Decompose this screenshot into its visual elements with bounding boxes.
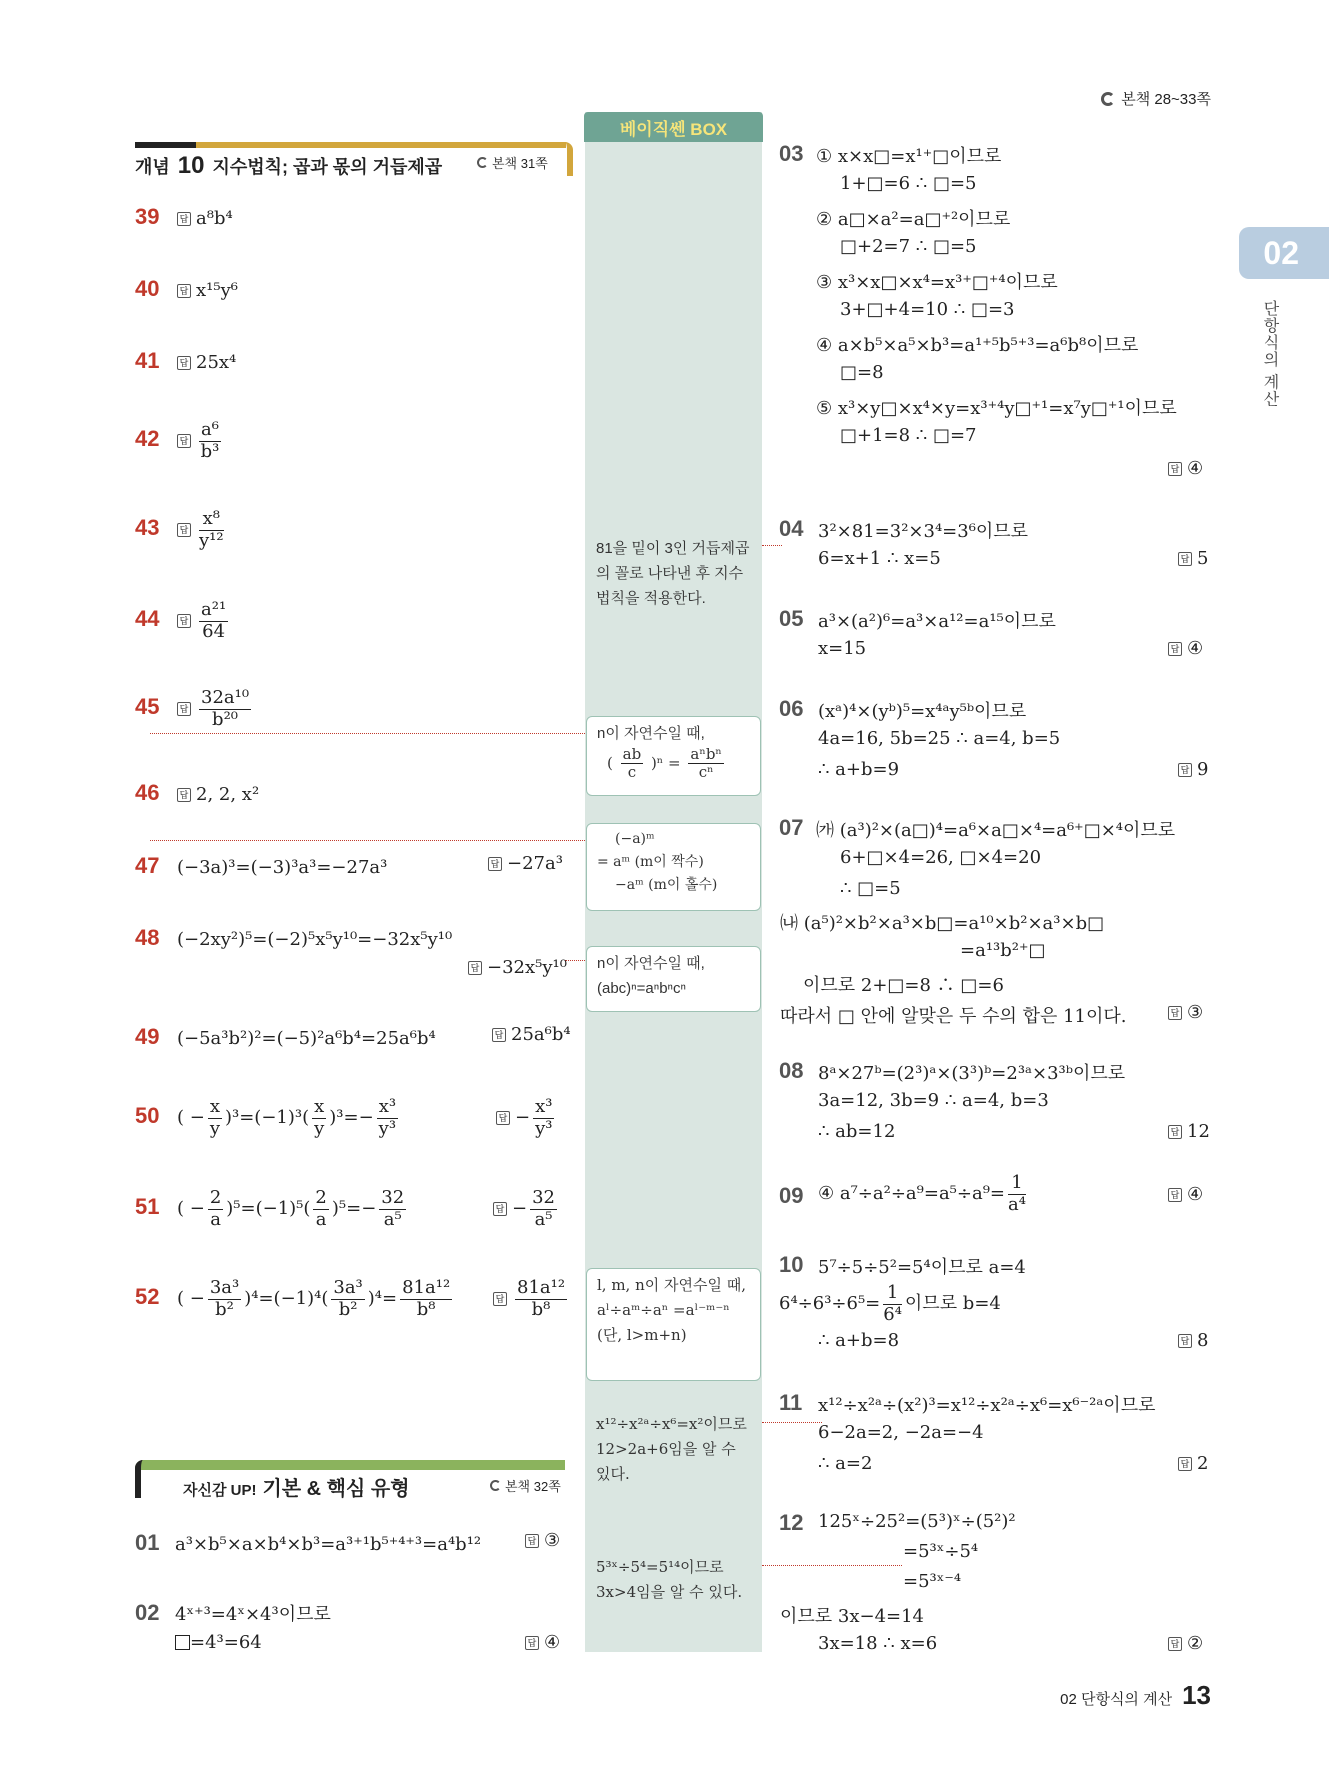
q-04-line: 3²×81=3²×3⁴=3⁶이므로	[818, 521, 1029, 542]
refresh-arrow-icon	[477, 157, 488, 168]
answer-icon: 답	[496, 1111, 510, 1125]
answer-icon: 답	[177, 356, 191, 370]
answer-42: 42 답 $\frac{\text{a⁶}}{\text{b³}}$	[135, 419, 220, 462]
section-header-curve	[555, 142, 573, 176]
up-header-bar	[135, 1460, 565, 1470]
answer-icon: 답	[1178, 763, 1192, 777]
mid-note-power-quotient	[586, 716, 761, 796]
answer-51-result: 답 − $\frac{32}{\text{a⁵}}$	[493, 1188, 560, 1230]
q-03-line: ④ a×b⁵×a⁵×b³=a¹⁺⁵b⁵⁺³=a⁶b⁸이므로	[816, 335, 1139, 356]
answer-43: 43 답 $\frac{\text{x⁸}}{\text{y¹²}}$	[135, 508, 224, 551]
answer-50-result: 답 − $\frac{\text{x³}}{\text{y³}}$	[496, 1097, 557, 1139]
q-07-line: =a¹³b²⁺□	[960, 940, 1046, 961]
page-number: 13	[1182, 1680, 1211, 1710]
section-number: 10	[177, 152, 205, 179]
mid-note-text: n이 자연수일 때,	[597, 725, 705, 742]
q-08-line: ∴ ab=12	[818, 1121, 896, 1142]
answer-52-result: 답 $\frac{\text{81a¹²}}{\text{b⁸}}$	[493, 1278, 570, 1320]
q-12-num: 12	[779, 1510, 804, 1535]
q-09-answer: 답 ④	[1168, 1184, 1203, 1205]
refresh-arrow-icon	[490, 1480, 501, 1491]
q-12-line: 125ˣ÷25²=(5³)ˣ÷(5²)²	[818, 1511, 1016, 1532]
section-label: 개념	[135, 157, 170, 177]
q-12-answer: 답 ②	[1168, 1633, 1203, 1654]
page-footer	[1060, 1680, 1211, 1711]
mid-note-12: 5³ˣ÷5⁴=5¹⁴이므로 3x>4임을 알 수 있다.	[596, 1558, 743, 1601]
section-title	[135, 152, 442, 180]
connector	[762, 1565, 902, 1566]
basic-box-title: 베이직쎈 BOX	[619, 120, 728, 139]
answer-39: 39 답 a⁸b⁴	[135, 204, 233, 229]
up-section-title	[183, 1472, 410, 1501]
section-ref: 본책 31쪽	[477, 153, 548, 172]
q-07-num: 07	[779, 815, 804, 840]
answer-icon: 답	[177, 614, 191, 628]
q-12-line: =5³ˣ÷5⁴	[903, 1541, 979, 1562]
answer-icon: 답	[488, 857, 502, 871]
q-11-answer: 답 2	[1178, 1453, 1208, 1474]
q-12-line: =5³ˣ⁻⁴	[903, 1571, 962, 1592]
answer-icon: 답	[1168, 1125, 1182, 1139]
q-07-line: ∴ □=5	[840, 878, 901, 899]
q-08-line: 8ᵃ×27ᵇ=(2³)ᵃ×(3³)ᵇ=2³ᵃ×3³ᵇ이므로	[818, 1063, 1126, 1084]
answer-icon: 답	[525, 1636, 539, 1650]
q-03-line: □+2=7 ∴ □=5	[840, 236, 977, 257]
up-ref: 본책 32쪽	[490, 1476, 561, 1495]
problem-02-answer: 답 ④	[525, 1632, 560, 1653]
answer-icon: 답	[492, 1028, 506, 1042]
connector	[762, 545, 782, 546]
q-06-answer: 답 9	[1178, 759, 1208, 780]
answer-52: 52 ( − $\frac{\text{3a³}}{\text{b²}}$ )⁴=(−1)⁴( $\frac{\text{3a³}}{\text{b²}}$ )⁴= $\frac{\text{81a¹²}}{\text{b⁸}}$	[135, 1277, 451, 1320]
answer-45: 45 답 $\frac{\text{32a¹⁰}}{\text{b²⁰}}$	[135, 687, 250, 730]
q-04-num: 04	[779, 516, 804, 541]
q-06-line: (xᵃ)⁴×(yᵇ)⁵=x⁴ᵃy⁵ᵇ이므로	[818, 701, 1027, 722]
q-03-line: 3+□+4=10 ∴ □=3	[840, 299, 1015, 320]
q-11-line: 6−2a=2, −2a=−4	[818, 1422, 984, 1443]
answer-47-result: 답 −27a³	[488, 853, 563, 874]
up-label: 자신감 UP!	[183, 1482, 257, 1499]
refresh-arrow-icon	[1101, 92, 1115, 106]
answer-icon: 답	[1178, 552, 1192, 566]
q-07-line: ㈎ (a³)²×(a□)⁴=a⁶×a□×⁴=a⁶⁺□×⁴이므로	[816, 820, 1176, 841]
problem-01: 01 a³×b⁵×a×b⁴×b³=a³⁺¹b⁵⁺⁴⁺³=a⁴b¹²	[135, 1530, 482, 1555]
q-03-answer: 답 ④	[1168, 458, 1203, 479]
answer-icon: 답	[177, 702, 191, 716]
answer-51: 51 ( − $\frac{2}{a}$ )⁵=(−1)⁵( $\frac{2}{a}$ )⁵=− $\frac{32}{\text{a⁵}}$	[135, 1187, 405, 1230]
q-06-line: ∴ a+b=9	[818, 759, 900, 780]
answer-icon: 답	[525, 1534, 539, 1548]
q-07-answer: 답 ③	[1168, 1002, 1203, 1023]
mid-formula: ( $\frac{ab}{c}$ )ⁿ = $\frac{\text{aⁿbⁿ}}{\text{cⁿ}}$	[607, 745, 722, 782]
answer-icon: 답	[493, 1202, 507, 1216]
answer-49: 49 (−5a³b²)²=(−5)²a⁶b⁴=25a⁶b⁴	[135, 1024, 436, 1049]
q-05-answer: 답 ④	[1168, 638, 1203, 659]
answer-icon: 답	[1178, 1334, 1192, 1348]
q-11-line: ∴ a=2	[818, 1453, 873, 1474]
problem-02-line2: =4³=64	[175, 1632, 262, 1653]
q-03-line: □+1=8 ∴ □=7	[840, 425, 977, 446]
q-11-line: x¹²÷x²ᵃ÷(x²)³=x¹²÷x²ᵃ÷x⁶=x⁶⁻²ᵃ이므로	[818, 1395, 1156, 1416]
answer-47: 47 (−3a)³=(−3)³a³=−27a³	[135, 853, 388, 878]
connector	[150, 840, 585, 841]
q-05-num: 05	[779, 606, 804, 631]
answer-icon: 답	[177, 284, 191, 298]
q-03-line: ② a□×a²=a□⁺²이므로	[816, 209, 1011, 230]
answer-icon: 답	[468, 961, 482, 975]
q-03-line: ① x×x□=x¹⁺□이므로	[816, 146, 1002, 167]
answer-icon: 답	[1168, 1188, 1182, 1202]
answer-icon: 답	[1178, 1457, 1192, 1471]
answer-icon: 답	[1168, 642, 1182, 656]
answer-icon: 답	[177, 788, 191, 802]
chapter-tab-number: 02	[1263, 235, 1299, 271]
q-03-line: 1+□=6 ∴ □=5	[840, 173, 977, 194]
up-header-corner	[135, 1460, 181, 1498]
q-07-line: 이므로 2+□=8 ∴ □=6	[803, 975, 1004, 996]
q-08-line: 3a=12, 3b=9 ∴ a=4, b=3	[818, 1090, 1049, 1111]
q-05-line: x=15	[818, 638, 867, 659]
answer-48-result: 답 −32x⁵y¹⁰	[468, 957, 567, 978]
q-08-num: 08	[779, 1058, 804, 1083]
mid-note-division-law: l, m, n이 자연수일 때, aˡ÷aᵐ÷aⁿ =aˡ⁻ᵐ⁻ⁿ (단, l>m+n)	[586, 1268, 761, 1381]
up-title-text: 기본 & 핵심 유형	[262, 1478, 410, 1500]
answer-icon: 답	[1168, 462, 1182, 476]
answer-46: 46 답 2, 2, x²	[135, 780, 260, 805]
answer-icon: 답	[1168, 1006, 1182, 1020]
blank-box	[175, 1635, 190, 1650]
q-03-line: □=8	[840, 362, 884, 383]
problem-02: 02 4ˣ⁺³=4ˣ×4³이므로	[135, 1600, 331, 1625]
q-10-answer: 답 8	[1178, 1330, 1208, 1351]
q-04-line: 6=x+1 ∴ x=5	[818, 548, 941, 569]
answer-40: 40 답 x¹⁵y⁶	[135, 276, 238, 301]
book-page-ref: 본책 28~33쪽	[1101, 88, 1211, 109]
answer-44: 44 답 $\frac{\text{a²¹}}{64}$	[135, 599, 227, 642]
footer-chapter: 02 단항식의 계산	[1060, 1691, 1173, 1708]
answer-41: 41 답 25x⁴	[135, 348, 237, 373]
answer-icon: 답	[1168, 1637, 1182, 1651]
q-05-line: a³×(a²)⁶=a³×a¹²=a¹⁵이므로	[818, 611, 1056, 632]
section-title-text: 지수법칙; 곱과 몫의 거듭제곱	[212, 157, 443, 177]
q-09-line: ④ a⁷÷a²÷a⁹=a⁵÷a⁹= $\frac{1}{\text{a⁴}}$	[818, 1172, 1026, 1215]
connector	[150, 733, 585, 734]
connector	[762, 1422, 822, 1423]
q-04-answer: 답 5	[1178, 548, 1208, 569]
connector	[565, 960, 585, 961]
answer-icon: 답	[493, 1292, 507, 1306]
q-07-line: 6+□×4=26, □×4=20	[840, 847, 1042, 868]
q-08-answer: 답 12	[1168, 1121, 1210, 1142]
q-07-line: ㈏ (a⁵)²×b²×a³×b□=a¹⁰×b²×a³×b□	[780, 913, 1105, 934]
q-06-num: 06	[779, 696, 804, 721]
q-03-line: ③ x³×x□×x⁴=x³⁺□⁺⁴이므로	[816, 272, 1058, 293]
q-12-line: 이므로 3x−4=14	[780, 1606, 925, 1627]
answer-icon: 답	[177, 523, 191, 537]
q-10-line: 5⁷÷5÷5²=5⁴이므로 a=4	[818, 1257, 1026, 1278]
answer-48: 48 (−2xy²)⁵=(−2)⁵x⁵y¹⁰=−32x⁵y¹⁰	[135, 925, 453, 950]
answer-icon: 답	[177, 434, 191, 448]
q-10-line: 6⁴÷6³÷6⁵= $\frac{1}{\text{6⁴}}$ 이므로 b=4	[779, 1282, 1001, 1325]
q-10-line: ∴ a+b=8	[818, 1330, 900, 1351]
section-header-bar	[196, 142, 566, 148]
q-03-line: ⑤ x³×y□×x⁴×y=x³⁺⁴y□⁺¹=x⁷y□⁺¹이므로	[816, 398, 1177, 419]
q-11-num: 11	[779, 1390, 803, 1415]
q-06-line: 4a=16, 5b=25 ∴ a=4, b=5	[818, 728, 1061, 749]
problem-01-answer: 답 ③	[525, 1530, 560, 1551]
mid-note-11: x¹²÷x²ᵃ÷x⁶=x²이므로 12>2a+6임을 알 수 있다.	[596, 1415, 747, 1483]
mid-note-81: 81을 밑이 3인 거듭제곱의 꼴로 나타낸 후 지수법칙을 적용한다.	[596, 540, 750, 607]
q-03-num: 03	[779, 141, 804, 166]
answer-49-result: 답 25a⁶b⁴	[492, 1024, 571, 1045]
answer-icon: 답	[177, 212, 191, 226]
mid-note-neg-power: (−a)ᵐ = aᵐ (m이 짝수) −aᵐ (m이 홀수)	[586, 823, 761, 911]
q-10-num: 10	[779, 1252, 804, 1277]
mid-note-abc-power: n이 자연수일 때, (abc)ⁿ=aⁿbⁿcⁿ	[586, 946, 761, 1012]
q-12-line: 3x=18 ∴ x=6	[818, 1633, 938, 1654]
q-07-line: 따라서 □ 안에 알맞은 두 수의 합은 11이다.	[780, 1006, 1127, 1027]
q-09-num: 09	[779, 1183, 804, 1208]
answer-50: 50 ( − $\frac{x}{y}$ )³=(−1)³( $\frac{x}{y}$ )³=− $\frac{\text{x³}}{\text{y³}}$	[135, 1096, 397, 1139]
chapter-tab-title: 단항식의 계산	[1261, 300, 1278, 408]
